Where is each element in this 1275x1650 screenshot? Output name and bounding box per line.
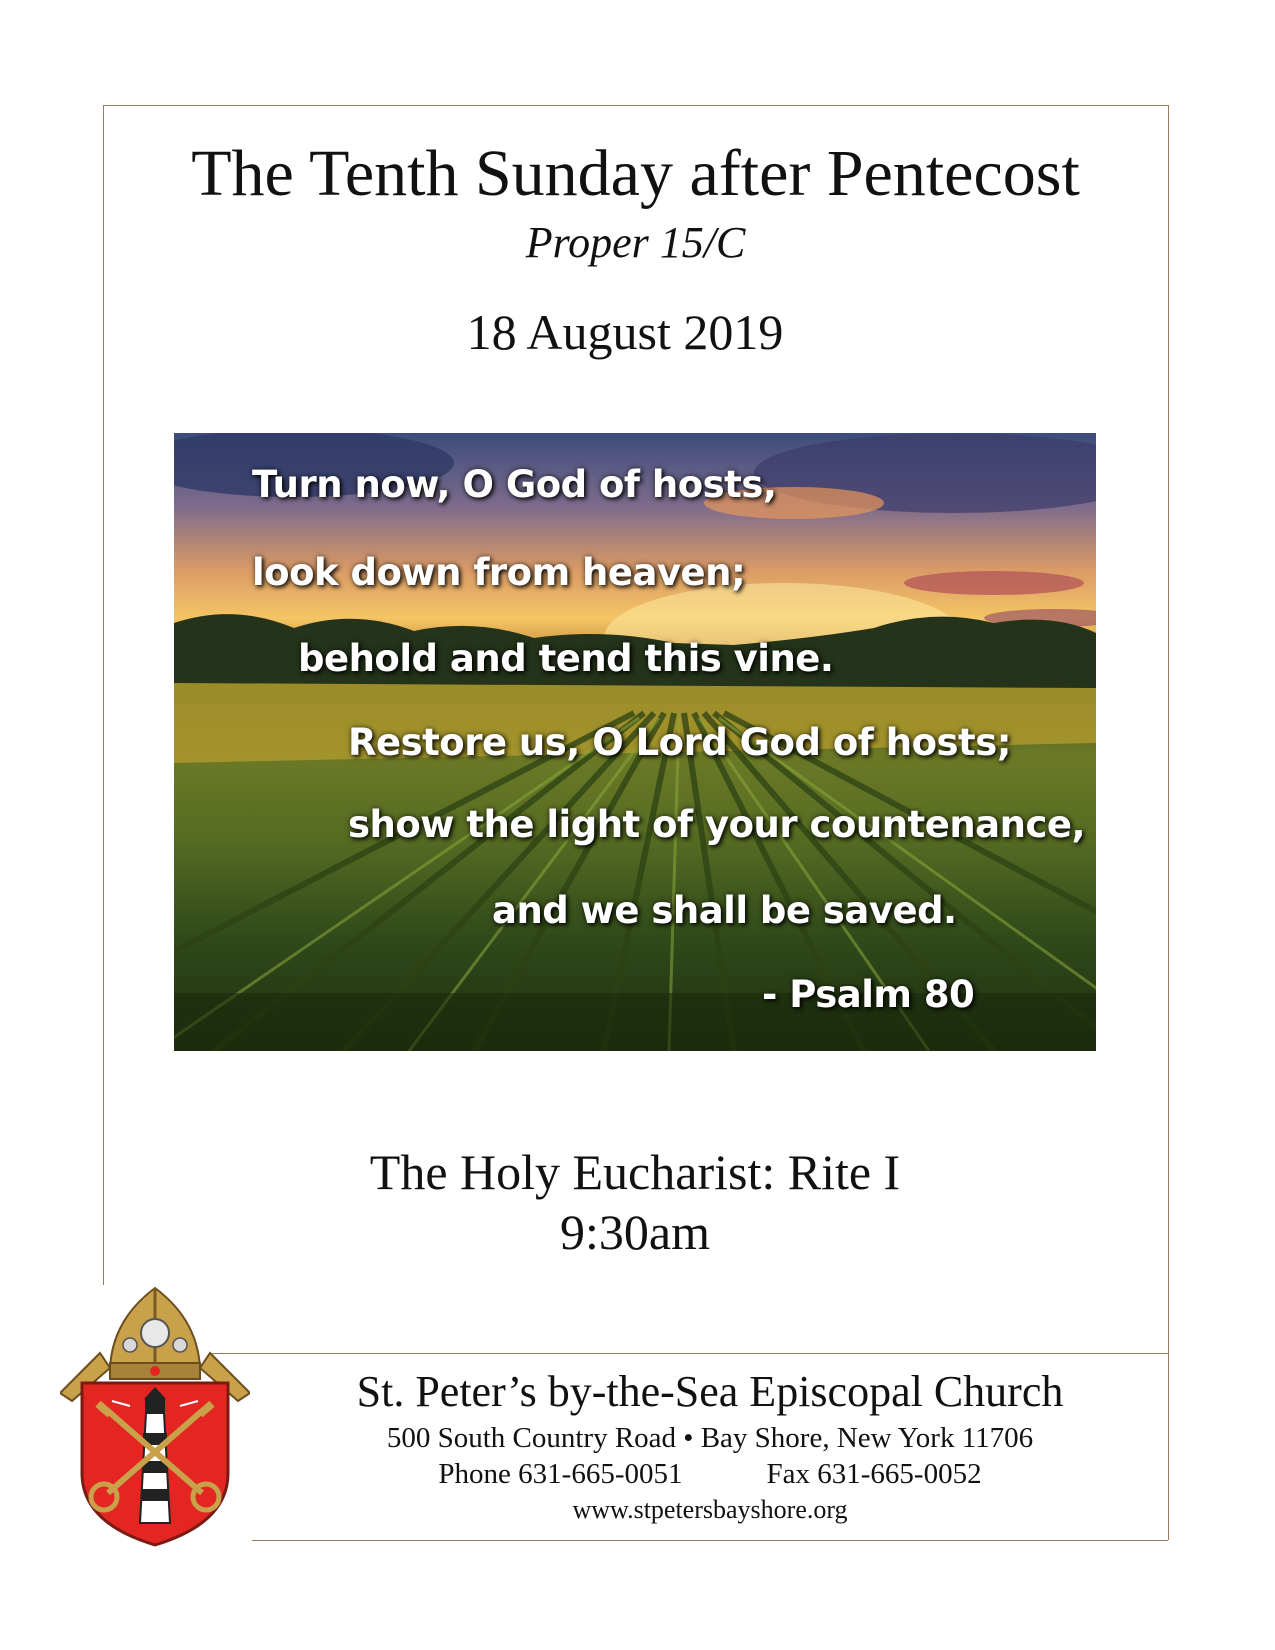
proper-subtitle: Proper 15/C: [525, 218, 746, 267]
footer-divider: [212, 1353, 1168, 1354]
verse-line: and we shall be saved.: [492, 889, 957, 932]
verse-line: Turn now, O God of hosts,: [252, 463, 777, 506]
phone-number: Phone 631-665-0051: [438, 1458, 683, 1490]
fax-number: Fax 631-665-0052: [766, 1458, 982, 1490]
verse-line: look down from heaven;: [252, 551, 746, 594]
service-time: 9:30am: [560, 1204, 710, 1260]
contact-line: [252, 1456, 1168, 1492]
verse-line: Restore us, O Lord God of hosts;: [348, 721, 1012, 764]
vineyard-psalm-image: [174, 433, 1096, 1051]
frame-top-border: [103, 105, 1168, 106]
service-name: The Holy Eucharist: Rite I: [369, 1144, 901, 1200]
frame-bottom-border: [252, 1540, 1168, 1541]
church-address: 500 South Country Road • Bay Shore, New York 11706: [386, 1422, 1034, 1454]
service-date: 18 August 2019: [466, 304, 784, 360]
page-title: The Tenth Sunday after Pentecost: [191, 137, 1080, 210]
verse-line: show the light of your countenance,: [348, 803, 1086, 846]
psalm-attribution: - Psalm 80: [762, 973, 975, 1016]
crest-icon: [60, 1283, 250, 1551]
frame-left-border: [103, 105, 104, 1285]
website-link[interactable]: www.stpetersbayshore.org: [572, 1495, 848, 1524]
church-name: St. Peter’s by-the-Sea Episcopal Church: [356, 1367, 1064, 1416]
verse-line: behold and tend this vine.: [298, 637, 834, 680]
